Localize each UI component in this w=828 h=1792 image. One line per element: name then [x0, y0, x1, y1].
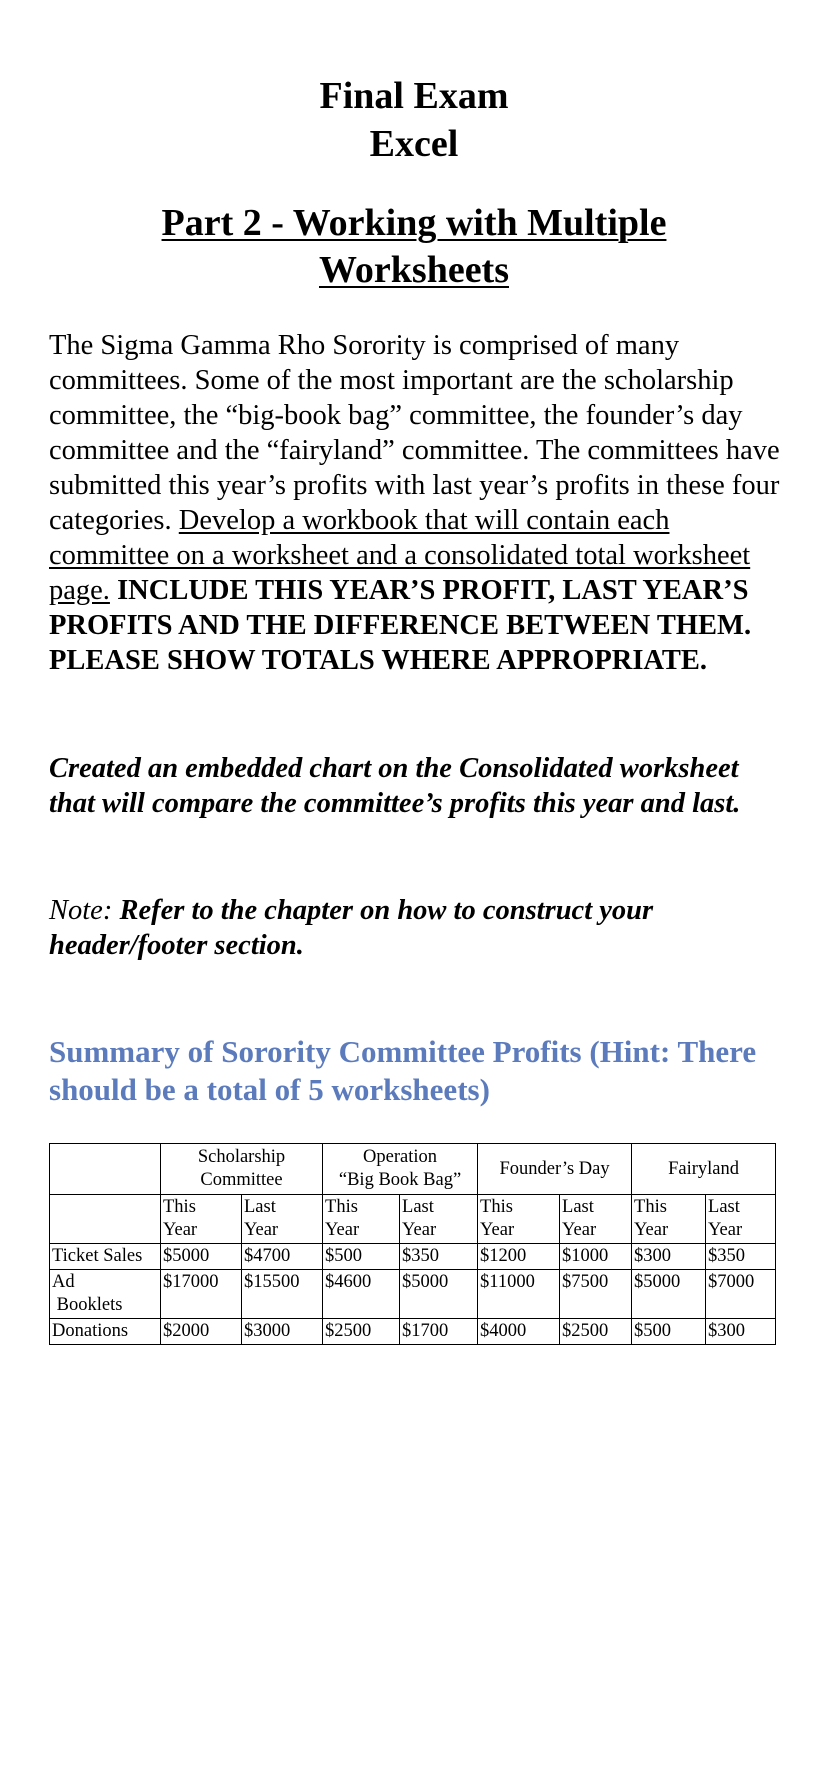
part-title [0, 200, 828, 294]
year-label: Year [325, 1220, 360, 1240]
committee-header-fairyland [632, 1144, 776, 1195]
table-cell: $11000 [478, 1270, 560, 1319]
committee-header-founders-day [478, 1144, 632, 1195]
document-title [0, 72, 828, 168]
committee-name: Founder’s Day [499, 1158, 610, 1179]
table-cell: $5000 [400, 1270, 478, 1319]
this-label: This [163, 1197, 196, 1217]
last-label: Last [402, 1197, 434, 1217]
table-cell: $4700 [242, 1244, 323, 1270]
title-line-2: Excel [369, 123, 459, 165]
row-label: Ticket Sales [50, 1244, 161, 1270]
table-row-ticket-sales [50, 1244, 776, 1270]
table-cell: $300 [632, 1244, 706, 1270]
table-cell: $2500 [323, 1319, 400, 1345]
last-year-header [242, 1195, 323, 1244]
part-title-line-1: Part 2 - Working with Multiple [161, 202, 667, 244]
intro-text: The Sigma Gamma Rho Sorority is comprised of many committees. Some of the most important are the scholarship committee, the “big-book bag” committee, the founder’s day committee and the “fairyland” committee. The committees have submitted this year’s profits with last year’s profits in these four categories. [49, 330, 780, 536]
row-label-line: Ad [52, 1272, 75, 1292]
year-label: Year [244, 1220, 279, 1240]
table-cell: $5000 [632, 1270, 706, 1319]
this-label: This [325, 1197, 358, 1217]
bold-instruction: INCLUDE THIS YEAR’S PROFIT, LAST YEAR’S PROFITS AND THE DIFFERENCE BETWEEN THEM. PLEASE SHOW TOTALS WHERE APPROPRIATE. [49, 575, 752, 676]
table-row-ad-booklets [50, 1270, 776, 1319]
row-label [50, 1270, 161, 1319]
table-cell: $17000 [161, 1270, 242, 1319]
table-cell: $7500 [560, 1270, 632, 1319]
table-cell: $300 [706, 1319, 776, 1345]
table-cell: $7000 [706, 1270, 776, 1319]
committee-name: Fairyland [668, 1158, 739, 1179]
underlined-instruction: Develop a workbook that will contain each committee on a worksheet and a consolidated total worksheet page. [49, 505, 751, 606]
table-cell: $5000 [161, 1244, 242, 1270]
note-label: Note: [49, 895, 120, 926]
table-cell: $500 [632, 1319, 706, 1345]
last-year-header [400, 1195, 478, 1244]
table-cell: $15500 [242, 1270, 323, 1319]
year-label: Year [163, 1220, 198, 1240]
table-cell: $1700 [400, 1319, 478, 1345]
committee-name: Scholarship [197, 1147, 286, 1167]
row-label: Donations [50, 1319, 161, 1345]
last-year-header [706, 1195, 776, 1244]
year-label: Year [402, 1220, 437, 1240]
this-label: This [480, 1197, 513, 1217]
this-year-header [161, 1195, 242, 1244]
year-label: Year [634, 1220, 669, 1240]
table-cell: $3000 [242, 1319, 323, 1345]
last-label: Last [708, 1197, 740, 1217]
year-label: Year [480, 1220, 515, 1240]
year-label: Year [562, 1220, 597, 1240]
committee-name: Committee [200, 1170, 283, 1190]
table-cell: $350 [400, 1244, 478, 1270]
table-cell: $4000 [478, 1319, 560, 1345]
last-year-header [560, 1195, 632, 1244]
table-cell: $2000 [161, 1319, 242, 1345]
summary-heading: Summary of Sorority Committee Profits (Hint: There should be a total of 5 worksheets) [49, 1034, 757, 1107]
year-header-row [50, 1195, 776, 1244]
committee-header-big-book-bag [323, 1144, 478, 1195]
committee-header-scholarship [161, 1144, 323, 1195]
intro-paragraph [49, 328, 789, 678]
committee-header-row [50, 1144, 776, 1195]
row-label-line: Booklets [52, 1295, 123, 1315]
last-label: Last [244, 1197, 276, 1217]
table-cell: $500 [323, 1244, 400, 1270]
note-text: Refer to the chapter on how to construct your header/footer section. [49, 895, 654, 961]
this-year-header [632, 1195, 706, 1244]
committee-name: Operation [363, 1147, 438, 1167]
year-label: Year [708, 1220, 743, 1240]
this-label: This [634, 1197, 667, 1217]
table-cell: $1200 [478, 1244, 560, 1270]
last-label: Last [562, 1197, 594, 1217]
this-year-header [478, 1195, 560, 1244]
table-cell: $2500 [560, 1319, 632, 1345]
profits-table [49, 1143, 776, 1345]
committee-name: “Big Book Bag” [338, 1170, 462, 1190]
note-paragraph [49, 893, 789, 963]
empty-header-cell [50, 1144, 161, 1195]
this-year-header [323, 1195, 400, 1244]
table-cell: $1000 [560, 1244, 632, 1270]
table-cell: $350 [706, 1244, 776, 1270]
title-line-1: Final Exam [319, 75, 509, 117]
empty-header-cell [50, 1195, 161, 1244]
part-title-line-2: Worksheets [319, 249, 509, 291]
table-row-donations [50, 1319, 776, 1345]
chart-instruction: Created an embedded chart on the Consolidated worksheet that will compare the committee’s profits this year and last. [49, 753, 741, 819]
table-cell: $4600 [323, 1270, 400, 1319]
